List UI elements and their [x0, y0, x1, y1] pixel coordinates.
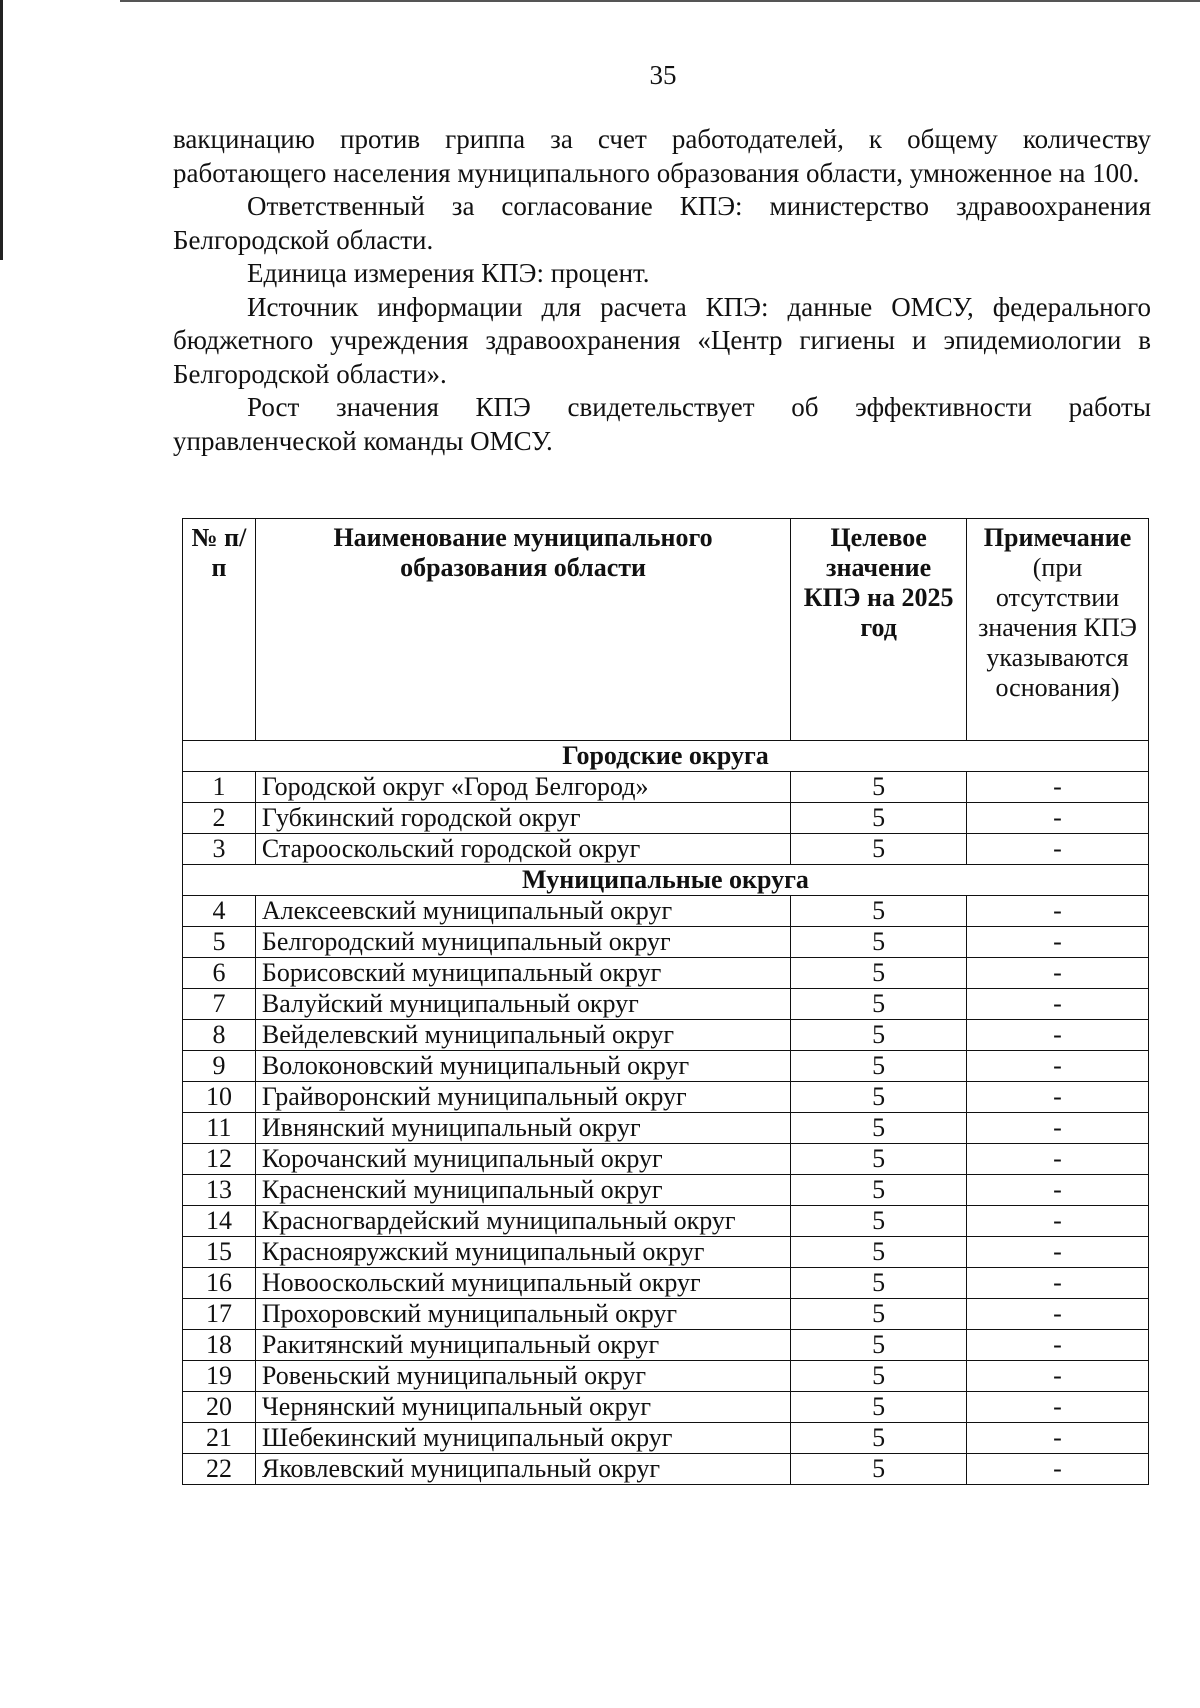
row-target-value: 5 — [791, 1144, 967, 1175]
row-name: Грайворонский муниципальный округ — [255, 1082, 790, 1113]
header-note-detail: (при отсутствии значения КПЭ указываются основания) — [978, 553, 1137, 702]
row-target-value: 5 — [791, 1268, 967, 1299]
row-number: 13 — [183, 1175, 256, 1206]
row-note: - — [967, 834, 1149, 865]
scan-edge-left — [0, 0, 3, 260]
header-note-title: Примечание — [983, 523, 1132, 552]
row-note: - — [967, 1423, 1149, 1454]
row-name: Красненский муниципальный округ — [255, 1175, 790, 1206]
row-target-value: 5 — [791, 1392, 967, 1423]
row-note: - — [967, 1113, 1149, 1144]
table-row — [183, 1175, 1149, 1206]
row-number: 20 — [183, 1392, 256, 1423]
section-title: Муниципальные округа — [183, 865, 1149, 896]
row-target-value: 5 — [791, 1330, 967, 1361]
row-name: Яковлевский муниципальный округ — [255, 1454, 790, 1485]
row-target-value: 5 — [791, 1361, 967, 1392]
table-row — [183, 1392, 1149, 1423]
row-target-value: 5 — [791, 1237, 967, 1268]
row-number: 9 — [183, 1051, 256, 1082]
row-note: - — [967, 1020, 1149, 1051]
row-name: Шебекинский муниципальный округ — [255, 1423, 790, 1454]
row-target-value: 5 — [791, 1113, 967, 1144]
header-note — [967, 519, 1149, 741]
row-note: - — [967, 1082, 1149, 1113]
row-note: - — [967, 958, 1149, 989]
row-number: 5 — [183, 927, 256, 958]
row-target-value: 5 — [791, 1175, 967, 1206]
row-target-value: 5 — [791, 834, 967, 865]
table-header-row — [183, 519, 1149, 741]
table-row — [183, 1330, 1149, 1361]
row-name: Волоконовский муниципальный округ — [255, 1051, 790, 1082]
table-row — [183, 1268, 1149, 1299]
row-number: 10 — [183, 1082, 256, 1113]
row-note: - — [967, 803, 1149, 834]
row-name: Красногвардейский муниципальный округ — [255, 1206, 790, 1237]
row-number: 6 — [183, 958, 256, 989]
row-name: Белгородский муниципальный округ — [255, 927, 790, 958]
row-number: 18 — [183, 1330, 256, 1361]
row-name: Новооскольский муниципальный округ — [255, 1268, 790, 1299]
row-name: Городской округ «Город Белгород» — [255, 772, 790, 803]
row-note: - — [967, 772, 1149, 803]
row-note: - — [967, 1330, 1149, 1361]
row-note: - — [967, 1361, 1149, 1392]
row-number: 19 — [183, 1361, 256, 1392]
row-note: - — [967, 989, 1149, 1020]
table-row — [183, 1361, 1149, 1392]
row-number: 14 — [183, 1206, 256, 1237]
row-note: - — [967, 1268, 1149, 1299]
row-target-value: 5 — [791, 772, 967, 803]
header-target: Целевое значение КПЭ на 2025 год — [791, 519, 967, 741]
row-name: Прохоровский муниципальный округ — [255, 1299, 790, 1330]
body-text — [173, 123, 1151, 458]
row-number: 7 — [183, 989, 256, 1020]
row-name: Ивнянский муниципальный округ — [255, 1113, 790, 1144]
row-name: Ровеньский муниципальный округ — [255, 1361, 790, 1392]
row-name: Валуйский муниципальный округ — [255, 989, 790, 1020]
table-row — [183, 1020, 1149, 1051]
row-note: - — [967, 1144, 1149, 1175]
table-row — [183, 772, 1149, 803]
row-name: Вейделевский муниципальный округ — [255, 1020, 790, 1051]
row-number: 16 — [183, 1268, 256, 1299]
row-target-value: 5 — [791, 1423, 967, 1454]
row-number: 4 — [183, 896, 256, 927]
row-target-value: 5 — [791, 1206, 967, 1237]
row-target-value: 5 — [791, 989, 967, 1020]
table-row — [183, 1113, 1149, 1144]
row-number: 15 — [183, 1237, 256, 1268]
row-name: Чернянский муниципальный округ — [255, 1392, 790, 1423]
table-row — [183, 803, 1149, 834]
row-note: - — [967, 1454, 1149, 1485]
row-name: Краснояружский муниципальный округ — [255, 1237, 790, 1268]
row-name: Алексеевский муниципальный округ — [255, 896, 790, 927]
row-note: - — [967, 1392, 1149, 1423]
row-note: - — [967, 1299, 1149, 1330]
row-target-value: 5 — [791, 927, 967, 958]
row-name: Борисовский муниципальный округ — [255, 958, 790, 989]
row-note: - — [967, 1237, 1149, 1268]
row-target-value: 5 — [791, 1082, 967, 1113]
table-row — [183, 834, 1149, 865]
scan-edge-top — [120, 0, 1200, 2]
row-number: 11 — [183, 1113, 256, 1144]
header-num: № п/п — [183, 519, 256, 741]
table-row — [183, 1237, 1149, 1268]
row-number: 21 — [183, 1423, 256, 1454]
row-target-value: 5 — [791, 1051, 967, 1082]
row-number: 8 — [183, 1020, 256, 1051]
row-name: Губкинский городской округ — [255, 803, 790, 834]
table-row — [183, 896, 1149, 927]
table-row — [183, 1423, 1149, 1454]
row-note: - — [967, 1051, 1149, 1082]
table-row — [183, 927, 1149, 958]
row-number: 22 — [183, 1454, 256, 1485]
table-row — [183, 1082, 1149, 1113]
row-target-value: 5 — [791, 803, 967, 834]
section-title: Городские округа — [183, 741, 1149, 772]
row-name: Старооскольский городской округ — [255, 834, 790, 865]
table-body — [183, 741, 1149, 1485]
row-number: 17 — [183, 1299, 256, 1330]
table-row — [183, 1299, 1149, 1330]
paragraph-source: Источник информации для расчета КПЭ: данные ОМСУ, федерального бюджетного учреждения здравоохранения «Центр гигиены и эпидемиологии в Белгородской области». — [173, 291, 1151, 389]
row-target-value: 5 — [791, 1454, 967, 1485]
row-target-value: 5 — [791, 958, 967, 989]
paragraph-unit: Единица измерения КПЭ: процент. — [247, 258, 650, 288]
section-row — [183, 865, 1149, 896]
row-target-value: 5 — [791, 1299, 967, 1330]
table-row — [183, 1051, 1149, 1082]
row-name: Корочанский муниципальный округ — [255, 1144, 790, 1175]
row-note: - — [967, 1175, 1149, 1206]
row-name: Ракитянский муниципальный округ — [255, 1330, 790, 1361]
table-row — [183, 1206, 1149, 1237]
row-number: 2 — [183, 803, 256, 834]
row-number: 3 — [183, 834, 256, 865]
section-row — [183, 741, 1149, 772]
page-number: 35 — [649, 60, 677, 90]
table-row — [183, 958, 1149, 989]
row-note: - — [967, 1206, 1149, 1237]
row-note: - — [967, 927, 1149, 958]
table-row — [183, 1144, 1149, 1175]
paragraph-responsible: Ответственный за согласование КПЭ: министерство здравоохранения Белгородской области. — [173, 191, 1151, 255]
kpe-table — [182, 518, 1149, 1485]
row-number: 12 — [183, 1144, 256, 1175]
header-name: Наименование муниципального образования области — [255, 519, 790, 741]
paragraph-growth: Рост значения КПЭ свидетельствует об эффективности работы управленческой команды ОМСУ. — [173, 392, 1151, 456]
row-number: 1 — [183, 772, 256, 803]
row-target-value: 5 — [791, 1020, 967, 1051]
row-target-value: 5 — [791, 896, 967, 927]
table-row — [183, 989, 1149, 1020]
paragraph-vaccination: вакцинацию против гриппа за счет работодателей, к общему количеству работающего населения муниципального образования области, умноженное на 100. — [173, 124, 1151, 188]
table-row — [183, 1454, 1149, 1485]
row-note: - — [967, 896, 1149, 927]
